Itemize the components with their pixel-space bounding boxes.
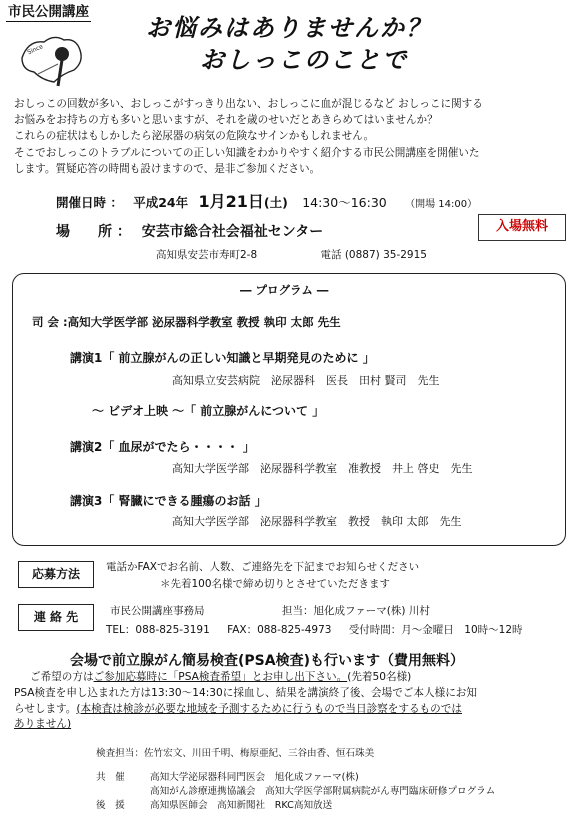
place-phone: 電話 (0887) 35-2915 [320, 249, 427, 261]
lecture-2-title: 講演2「 血尿がでたら・・・・ 」 [70, 440, 255, 454]
psa-line3-underlined: (本検査は検診が必要な地域を予測するために行うもので当日診察をするものでは [76, 702, 462, 715]
psa-line1-post: (先着50名様) [347, 671, 412, 683]
support-label: 後 援 [96, 800, 125, 811]
psa-line3 [14, 702, 566, 718]
contact-person: 担当：旭化成ファーマ(株) 川村 [282, 605, 430, 617]
place-address-row [156, 247, 427, 262]
svg-text:Since: Since [26, 43, 45, 57]
place-name: 安芸市総合社会福祉センター [141, 224, 324, 240]
cohost-label: 共 催 [96, 772, 125, 783]
video-screening-title: 〜 ビデオ上映 〜「 前立腺がんについて 」 [92, 404, 325, 418]
opening-time: （開場 14:00） [405, 199, 478, 210]
headline-line2: おしっこのことで [200, 46, 408, 74]
lecture-2-speaker: 高知大学医学部 泌尿器科学教室 准教授 井上 啓史 先生 [172, 462, 473, 475]
date-era: 平成24年 [133, 195, 189, 210]
contact-fax: FAX：088-825-4973 [227, 624, 332, 636]
date-label: 開催日時 ： [56, 195, 123, 210]
psa-line1-underlined: ご参加応募時に「PSA検査希望」とお申し出下さい。 [93, 671, 348, 683]
program-title: ― プログラム ― [240, 283, 329, 297]
contact-hours: 受付時間：月〜金曜日 10時〜12時 [348, 624, 523, 636]
contact-numbers-row [106, 622, 523, 637]
application-line2: ＊先着100名様で締め切りとさせていただきます [160, 578, 391, 590]
application-label: 応募方法 [18, 561, 94, 588]
date-weekday: (土) [263, 195, 288, 210]
support-orgs: 高知県医師会 高知新聞社 RKC高知放送 [150, 800, 333, 811]
program-mc: 司 会 :高知大学医学部 泌尿器科学教室 教授 執印 太郎 先生 [32, 315, 341, 329]
event-time: 14:30〜16:30 [302, 195, 387, 210]
event-place-row [56, 221, 323, 241]
lecture-1-title: 講演1「 前立腺がんの正しい知識と早期発見のために 」 [70, 351, 375, 365]
psa-line4: ありません) [14, 718, 72, 731]
place-label: 場 所 ： [56, 224, 131, 240]
psa-line1 [14, 670, 566, 686]
psa-line3-pre: らせします。 [14, 702, 77, 715]
event-date-row [56, 189, 477, 212]
application-line1: 電話かFAXでお名前、人数、ご連絡先を下記までお知らせください [106, 561, 420, 573]
headline-line1: お悩みはありませんか？ [146, 14, 432, 42]
lecture-1-speaker: 高知県立安芸病院 泌尿器科 医長 田村 賢司 先生 [172, 374, 440, 387]
contact-label: 連 絡 先 [18, 604, 94, 631]
place-address: 高知県安芸市寿町2-8 [156, 249, 258, 261]
shikoku-microphone-logo [18, 30, 86, 92]
psa-line2: PSA検査を申し込まれた方は13:30〜14:30に採血し、結果を講演終了後、会場でご本人様にお知 [14, 686, 477, 699]
date-day: 1月21日 [198, 192, 264, 211]
credits-staff: 検査担当：佐竹宏文、川田千明、梅原亜紀、三谷由香、恒石珠美 [96, 748, 375, 759]
psa-headline: 会場で前立腺がん簡易検査(PSA検査)も行います（費用無料） [70, 653, 464, 669]
contact-office: 市民公開講座事務局 [110, 605, 205, 617]
lecture-3-title: 講演3「 腎臓にできる腫瘍のお話 」 [70, 494, 267, 508]
cohost-line1: 高知大学泌尿器科同門医会 旭化成ファーマ(株) [150, 772, 359, 783]
series-label: 市民公開講座 [8, 4, 89, 20]
contact-tel: TEL：088-825-3191 [106, 624, 210, 636]
lecture-3-speaker: 高知大学医学部 泌尿器科学教室 教授 執印 太郎 先生 [172, 515, 462, 528]
cohost-line2: 高知がん診療連携協議会 高知大学医学部附属病院がん専門臨床研修プログラム [150, 786, 496, 797]
psa-body [14, 670, 566, 733]
intro-text: おしっこの回数が多い、おしっこがすっきり出ない、おしっこに血が混じるなど おしっこに関する お悩みをお持ちの方も多いと思いますが、それを歳のせいだとあきらめてはいませんか？ これらの症状はもしかしたら泌尿器の病気の危険なサインかもしれません。 そこでおしっこのトラブルについての正しい知識をわかりやすく紹介する市民公開講座を開催いた します。質疑応答の時間も設けますので、是非ご参加ください。 [14, 98, 483, 175]
free-admission-badge: 入場無料 [478, 214, 566, 241]
psa-line1-pre: ご希望の方は [30, 671, 94, 683]
